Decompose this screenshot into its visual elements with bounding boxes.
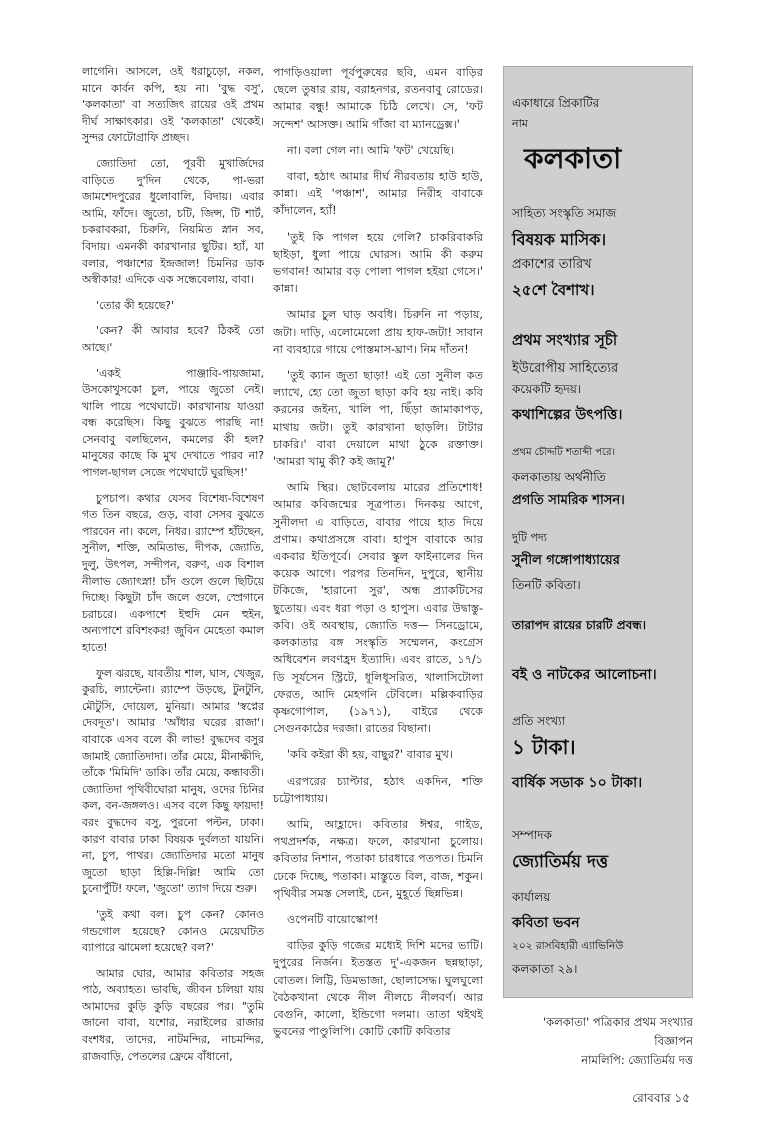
ad-line: ১ টাকা। bbox=[512, 735, 576, 759]
article-paragraph: এরপরের চ্যাপ্টার, হঠাৎ একদিন, শক্তি চট্টোপাধ্যায়। bbox=[273, 774, 483, 805]
ad-line: কয়েকটি হৃদয়। bbox=[512, 382, 582, 396]
article-paragraph: 'তুই ক্যান জুতা ছাড়া! এই তো সুনীল কত ল্যাখে, হ্যে তো জুতা ছাড়া কবি হয় নাই। কবি করনের জইন্য, খালি পা, ছিঁড়া জামাকাপড়, মাথায় জটা। তুই কারখানা ছাড়লি। টাটার চাকরি।' বাবা দেয়ালে মাথা ঠুকে রক্তাক্ত। 'আমরা খামু কী? কই জামু?' bbox=[273, 369, 483, 469]
ad-line: তারাপদ রায়ের চারটি প্রবন্ধ। bbox=[512, 618, 647, 632]
article-paragraph: না। বলা গেল না। আমি 'ফট' খেয়েছি। bbox=[287, 143, 455, 157]
article-paragraph: আমি, আহ্লাদে। কবিতার ঈশ্বর, গাইড, পথপ্রদর্শক, নক্ষত্র। ফলে, কারখানা চুলোয়। কবিতার নিশান, পতাকা চারধারে পতপত। চিমনি ঢেকে দিচ্ছে, পতাকা। মাস্তুতে বিল, বাজ, শকুন। পৃথিবীর সমস্ত সেলাই, চেন, মুহূর্তে ছিন্নভিন্ন। bbox=[273, 817, 484, 900]
article-paragraph: আমার চুল ঘাড় অবধি। চিরুনি না পড়ায়, জটা। দাড়ি, এলোমেলো প্রায় হাফ-জটা! সাবান না ব্যবহারে গায়ে পোস্তমাস-ঘ্রাণ। নিম দাঁতন! bbox=[273, 308, 483, 356]
ad-line: প্রতি সংখ্যা bbox=[512, 714, 566, 728]
ad-line: কথাশিল্পের উৎপত্তি। bbox=[512, 407, 623, 423]
article-paragraph: 'তুই কি পাগল হয়ে গেলি? চাকরিবাকরি ছাইড়া, ধুলা পায়ে ঘোরস। আমি কী করুম ভগবান! আমার বড় পোলা পাগল হইয়া গেসে।' কান্না। bbox=[273, 230, 483, 296]
ad-line: দুটি পদ্য bbox=[512, 531, 547, 544]
article-paragraph: বাড়ির কুড়ি গজের মধ্যেই দিশি মদের ভাটি। দুপুরের নির্জন। ইতস্তত দু'-একজন ছন্নছাড়া, বোতল। লিট্টি, ডিমভাজা, ছোলাসেদ্ধ। ঘুলঘুলো বৈঠকখানা থেকে নীল নীলচে নীলবর্ণ। আর বেগুনি, কালো, ইন্ডিগো দলমা। তাতা থইথই ভুবনের পাণ্ডুলিপি। কোটি কোটি কবিতার bbox=[273, 939, 483, 1039]
ad-line: তিনটি কবিতা। bbox=[512, 578, 581, 592]
ad-line: সুনীল গঙ্গোপাধ্যায়ের bbox=[512, 553, 620, 568]
article-paragraph: বাবা, হঠাৎ আমার দীর্ঘ নীরবতায় হাউ হাউ, কান্না। এই 'পঞ্চাশ', আমার নিরীহ বাবাকে কাঁদালেন, হ্যাঁ! bbox=[273, 170, 483, 218]
caption-line: 'কলকাতা' পত্রিকার প্রথম সংখ্যার বিজ্ঞাপন bbox=[542, 1015, 693, 1048]
ad-line: সম্পাদক bbox=[512, 828, 553, 842]
ad-line: কলকাতা ২৯। bbox=[512, 962, 578, 976]
article-paragraph: 'তুই কথা বল। চুপ কেন? কোনও গন্ডগোল হয়েছে? কোনও মেয়েঘটিত ব্যাপারে ঝামেলা হয়েছে? বল?' bbox=[82, 907, 264, 955]
article-paragraph: 'একই পাঞ্জাবি-পায়জামা, উসকোখুসকো চুল, পায়ে জুতো নেই। খালি পায়ে পথেঘাটে। কারখানায় যাওয়া বন্ধ করেছিস। কিছু বুঝতে পারছি না! সেনবাবু বলছিলেন, কমলের কী হল? মানুষের কাছে কি মুখ দেখাতে পারব না? পাগল-ছাগল সেজে পথেঘাটে ঘুরছিস!' bbox=[82, 366, 264, 480]
advertisement-image bbox=[503, 66, 693, 998]
ad-line: প্রগতি সামরিক শাসন। bbox=[512, 493, 625, 508]
ad-line: কলকাতায় অর্থনীতি bbox=[512, 470, 606, 484]
ad-line: ২৫শে বৈশাখ। bbox=[512, 281, 595, 299]
ad-line: বিষয়ক মাসিক। bbox=[512, 230, 607, 249]
article-paragraph: চুপচাপ। কথার যেসব বিশেষ্য-বিশেষণ গত তিন বছরে, গুড়, বাবা সেসব বুঝতে পারবেন না। কলে, নিধর। র‍্যাম্পে হাঁটছেন, সুনীল, শক্তি, অমিতাভ, দীপক, জ্যোতি, দুলু, উৎপল, সন্দীপন, বরুণ, এক বিশাল নীলাভ জ্যোৎস্না! চাঁদ গুলে গুলে ছিটিয়ে দিচ্ছে। কিছুটা চাঁদ জলে গুলে, স্প্রেগানে চরাচরে। একপাশে ইহুদি মেন হুইন, অন্যপাশে রবিশংকর! জুবিন মেহেতা কমাল হাতে! bbox=[82, 491, 264, 654]
ad-line: নাম bbox=[512, 117, 528, 130]
article-paragraph: আমি স্থির। ছোটবেলায় মারের প্রতিশোধ! আমার কবিজন্মের সূত্রপাত। দিনকয় আগে, সুনীলদা এ বাড়িতে, বাবার পায়ে হাত দিয়ে প্রণাম। কথাপ্রসঙ্গে বাবা। হাপুস বাবাকে আর একবার ইতিপূর্বে। সেবার স্কুল ফাইনালের দিন কয়েক আগে। পরপর তিনদিন, দুপুরে, স্থানীয় টকিজে, 'হারানো সুর', অন্ধ প্র্যাকটিসের ছুতোয়। এবং ধরা পড়া ও হাপুস। এবার উদ্বাস্তু-কবি। ওই অবস্থায়, জ্যোতি দত্ত— সিনড্রোমে, কলকাতার বঙ্গ সংস্কৃতি সম্মেলন, কংগ্রেস অধিবেশন লবণহ্রদ ইত্যাদি। এবং রাতে, ১৭/১ ডি সূর্যসেন স্ট্রিটে, ধূলিধূসরিত, খালাসিটোলা ফেরত, আদি মেহগনি টেবিলে। মল্লিকবাড়ির কৃষ্ণগোপাল, (১৯৭১), বাইরে থেকে সেগুনকাঠের দরজা। রাতের বিছানা। bbox=[273, 481, 483, 736]
article-paragraph: 'কেন? কী আবার হবে? ঠিকই তো আছে।' bbox=[82, 324, 264, 354]
caption-line: নামলিপি: জ্যোতির্ময় দত্ত bbox=[581, 1053, 693, 1067]
ad-line: ইউরোপীয় সাহিত্যের bbox=[512, 361, 619, 376]
ad-line: প্রথম চৌদ্দটি শতাব্দী পরে। bbox=[512, 447, 616, 458]
article-paragraph: 'তোর কী হয়েছে?' bbox=[96, 298, 174, 312]
ad-line: প্রকাশের তারিখ bbox=[512, 257, 592, 272]
ad-line: সাহিত্য সংস্কৃতি সমাজ bbox=[512, 206, 617, 220]
page-folio: রোববার ১৫ bbox=[632, 1091, 690, 1105]
article-paragraph: 'কবি কইরা কী হয়, বাছুর?' বাবার মুখ। bbox=[287, 748, 453, 762]
ad-line: কলকাতা bbox=[524, 142, 622, 175]
ad-line: জ্যোতির্ময় দত্ত bbox=[512, 852, 609, 872]
article-column-1 bbox=[82, 64, 264, 1074]
ad-line: প্রথম সংখ্যার সূচী bbox=[512, 331, 618, 349]
image-caption bbox=[503, 1013, 693, 1070]
ad-line: কবিতা ভবন bbox=[512, 915, 580, 931]
article-paragraph: পাগড়িওয়ালা পূর্বপুরুষের ছবি, এমন বাড়ির ছেলে তুষার রায়, বরাহনগর, রতনবাবু রোডের। আমার বন্ধু! আমাকে চিঠি লেখে। সে, 'ফট সন্দেশ' আসক্ত। আমি গাঁজা বা ম্যানড্রেক্স।' bbox=[273, 66, 483, 131]
ad-line: একাধারে প্রিকাটির bbox=[512, 96, 600, 110]
article-paragraph: ওপেনটি বায়োস্কোপ! bbox=[287, 912, 379, 926]
article-paragraph: জ্যোতিদা তো, পূরবী মুখার্জিদের বাড়িতে দু'দিন থেকে, পা-ভরা জামশেদপুরের ধুলোবালি, বিদায়। এবার আমি, ফাঁদে। জুতো, চটি, জিন্স, টি শার্ট, চকরাবকরা, চিরুনি, নিয়মিত স্নান সব, বিদায়। এমনকী কারখানার ছুটির। হ্যাঁ, যা বলার, পঞ্চাশের ইন্দ্রজাল! চিমনির ডাক অস্বীকার! এদিকে এক সন্ধেবেলায়, বাবা। bbox=[82, 156, 264, 287]
article-column-2 bbox=[273, 64, 483, 1049]
ad-line: কার্যালয় bbox=[512, 890, 551, 904]
article-paragraph: আমার ঘোর, আমার কবিতার সহজ পাঠ, অব্যাহত। ভাবছি, জীবন চলিয়া যায় আমাদের কুড়ি কুড়ি বছরের পর। "তুমি জানো বাবা, যশোর, নরাইলের রাজার বংশধর, তাদের, নাটমন্দির, নাচমন্দির, রাজবাড়ি, পেতলের ফ্রেমে বাঁধানো, bbox=[82, 966, 264, 1063]
ad-line: বার্ষিক সডাক ১০ টাকা। bbox=[512, 775, 643, 791]
ad-line: বই ও নাটকের আলোচনা। bbox=[512, 667, 657, 683]
article-paragraph: ফুল ঝরছে, যাবতীয় শাল, ঘাস, খেজুর, কুরচি, ল্যান্টেনা। র‍্যাম্পে উড়ছে, টুনটুনি, মৌটুসি, দোয়েল, মুনিয়া। আমার 'স্বপ্নের দেবদূত'। আমার 'আঁধার ঘরের রাজা'। বাবাকে এসব বলে কী লাভ! বুদ্ধদেব বসুর জামাই জ্যোতিদাদা। তাঁর মেয়ে, মীনাক্ষীদি, তাঁকে 'মিমিদি' ডাকি। তাঁর মেয়ে, কন্ধাবতী। জ্যোতিদা পৃথিবীঘোরা মানুষ, ওদের চিনির কল, বন-জঙ্গলও। এসব বলে কিছু ফায়দা! বরং বুদ্ধদেব বসু, পুরনো পল্টন, ঢাকা। কারণ বাবার ঢাকা বিষয়ক দুর্বলতা যায়নি। না, চুপ, পাথর। জ্যোতিদার মতো মানুষ জুতো ছাড়া হিল্লি-দিল্লি! আমি তো চুনোপুঁটি! ফলে, 'জুতো' ত্যাগ দিয়ে শুরু। bbox=[82, 666, 264, 896]
article-paragraph: লাগেনি। আসলে, ওই ধরাচুড়ো, নকল, মানে কার্বন কপি, হয় না। 'বুদ্ধ বসু', 'কলকাতা' বা সত্যজিৎ রায়ের ওই প্রথম দীর্ঘ সাক্ষাৎকার। ওই 'কলকাতা' থেকেই। সুন্দর ফোটোগ্রাফি প্রচ্ছদ। bbox=[82, 65, 264, 145]
ad-line: ২০২ রাসবিহারী এ্যাভিনিউ bbox=[512, 940, 624, 952]
